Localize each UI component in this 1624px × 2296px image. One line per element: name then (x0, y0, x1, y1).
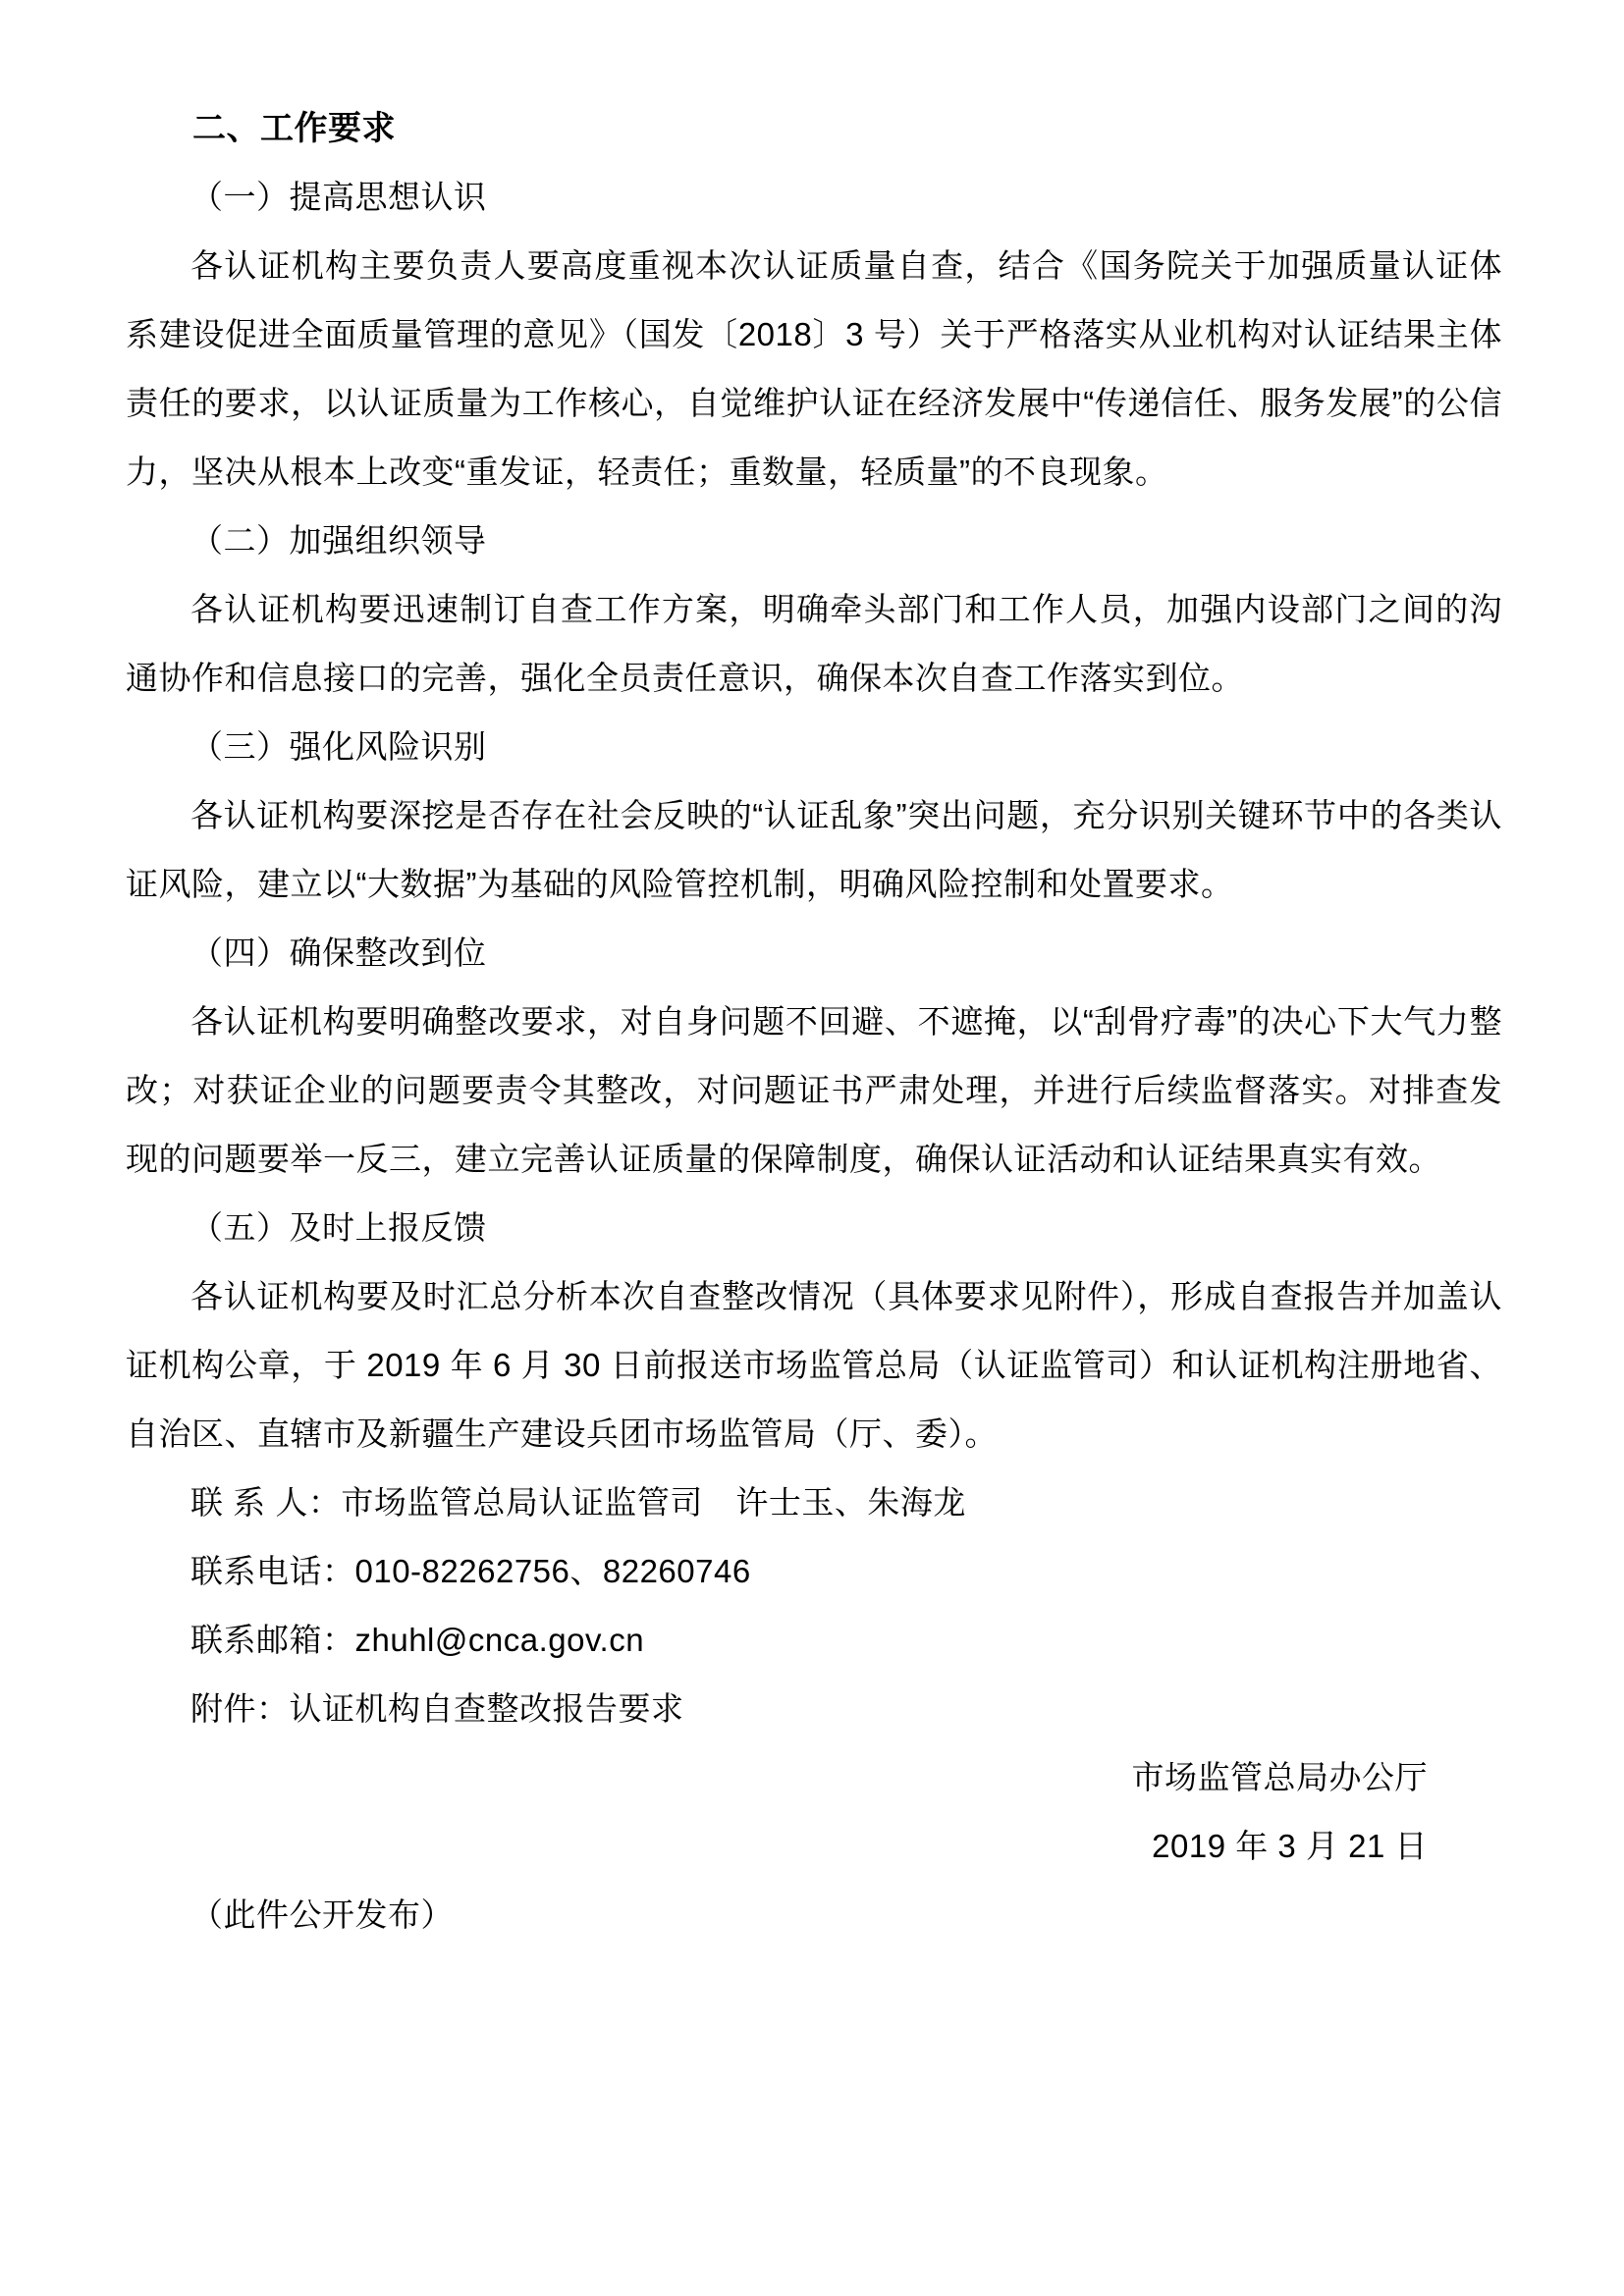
contact-person-line (126, 1468, 1502, 1537)
subsection-heading-3: （三）强化风险识别 (190, 728, 487, 765)
signature-organization: 市场监管总局办公厅 (1131, 1759, 1428, 1795)
contact-email-line (126, 1606, 1502, 1675)
document-content (126, 94, 1502, 1949)
attachment-title: 认证机构自查整改报告要求 (289, 1690, 684, 1727)
contact-phone-label: 联系电话： (190, 1553, 355, 1589)
subsection-paragraph-4: 各认证机构要明确整改要求，对自身问题不回避、不遮掩，以“刮骨疗毒”的决心下大气力整改；对获证企业的问题要责令其整改，对问题证书严肃处理，并进行后续监督落实。对排查发现的问题要举一反三，建立完善认证质量的保障制度，确保认证活动和认证结果真实有效。 (126, 1003, 1502, 1177)
subsection-paragraph-2: 各认证机构要迅速制订自查工作方案，明确牵头部门和工作人员，加强内设部门之间的沟通协作和信息接口的完善，强化全员责任意识，确保本次自查工作落实到位。 (126, 591, 1502, 696)
attachment-line (126, 1675, 1502, 1743)
subsection-heading-2: （二）加强组织领导 (190, 522, 487, 559)
attachment-label: 附件： (190, 1690, 290, 1727)
signature-date: 2019 年 3 月 21 日 (1152, 1828, 1428, 1864)
subsection-heading-1: （一）提高思想认识 (190, 179, 487, 215)
subsection-paragraph-1: 各认证机构主要负责人要高度重视本次认证质量自查，结合《国务院关于加强质量认证体系建设促进全面质量管理的意见》（国发〔2018〕3 号）关于严格落实从业机构对认证结果主体责任的要求，以认证质量为工作核心，自觉维护认证在经济发展中“传递信任、服务发展”的公信力，坚决从根本上改变“重发证，轻责任；重数量，轻质量”的不良现象。 (126, 247, 1502, 490)
contact-email-label: 联系邮箱： (190, 1622, 355, 1658)
subsection-paragraph-5: 各认证机构要及时汇总分析本次自查整改情况（具体要求见附件），形成自查报告并加盖认证机构公章，于 2019 年 6 月 30 日前报送市场监管总局（认证监管司）和认证机构注册地省、自治区、直辖市及新疆生产建设兵团市场监管局（厅、委）。 (126, 1278, 1502, 1452)
contact-person-label: 联 系 人： (190, 1484, 342, 1521)
public-release-note: （此件公开发布） (190, 1896, 454, 1933)
contact-phone-value: 010-82262756、82260746 (354, 1553, 751, 1589)
subsection-heading-5: （五）及时上报反馈 (190, 1209, 487, 1246)
contact-phone-line (126, 1537, 1502, 1606)
main-heading: 二、工作要求 (192, 110, 396, 147)
contact-person-value: 市场监管总局认证监管司 许士玉、朱海龙 (341, 1484, 966, 1521)
subsection-paragraph-3: 各认证机构要深挖是否存在社会反映的“认证乱象”突出问题，充分识别关键环节中的各类认证风险，建立以“大数据”为基础的风险管控机制，明确风险控制和处置要求。 (126, 797, 1502, 902)
contact-email-value: zhuhl@cnca.gov.cn (354, 1622, 645, 1658)
subsection-heading-4: （四）确保整改到位 (190, 934, 487, 971)
